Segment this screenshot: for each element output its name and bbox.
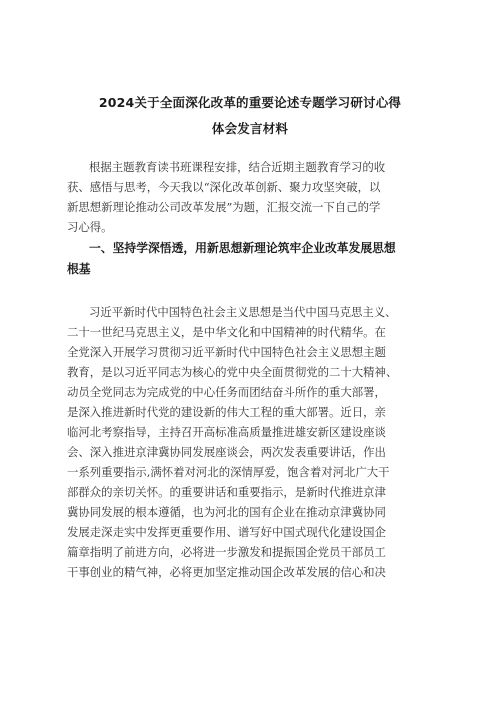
paragraph-line: 教育，是以习近平同志为核心的党中央全面贯彻党的二十大精神、 bbox=[67, 365, 398, 379]
paragraph-line: 干事创业的精气神，必将更加坚定推动国企改革发展的信心和决 bbox=[67, 565, 386, 579]
paragraph-line: 根据主题教育读书班课程安排，结合近期主题教育学习的收 bbox=[89, 160, 386, 174]
paragraph-line: 临河北考察指导，主持召开高标准高质量推进雄安新区建设座谈 bbox=[67, 425, 386, 439]
paragraph-line: 习心得。 bbox=[67, 220, 113, 234]
paragraph-line: 会、深入推进京津冀协同发展座谈会，两次发表重要讲话，作出 bbox=[67, 445, 386, 459]
document-title-line-1: 2024关于全面深化改革的重要论述专题学习研讨心得 bbox=[98, 95, 402, 110]
document-title-line-2: 体会发言材料 bbox=[211, 121, 289, 136]
heading-line: 根基 bbox=[67, 262, 91, 276]
section-heading-1 bbox=[67, 238, 447, 280]
paragraph-line: 冀协同发展的根本遵循，也为河北的国有企业在推动京津冀协同 bbox=[67, 505, 386, 519]
paragraph-line: 新思想新理论推动公司改革发展”为题，汇报交流一下自己的学 bbox=[67, 200, 381, 214]
paragraph-line: 是深入推进新时代党的建设新的伟大工程的重大部署。近日，亲 bbox=[67, 405, 386, 419]
section-1-paragraph bbox=[67, 302, 437, 582]
paragraph-line: 发展走深走实中发挥更重要作用、谱写好中国式现代化建设国企 bbox=[67, 525, 386, 539]
heading-line: 一、坚持学深悟透，用新思想新理论筑牢企业改革发展思想 bbox=[89, 241, 396, 255]
paragraph-line: 部群众的亲切关怀。的重要讲话和重要指示，是新时代推进京津 bbox=[67, 485, 386, 499]
paragraph-line: 二十一世纪马克思主义，是中华文化和中国精神的时代精华。在 bbox=[67, 325, 386, 339]
paragraph-line: 全党深入开展学习贯彻习近平新时代中国特色社会主义思想主题 bbox=[67, 345, 386, 359]
paragraph-line: 获、感悟与思考，今天我以“深化改革创新、聚力攻坚突破，以 bbox=[67, 180, 381, 194]
paragraph-line: 篇章指明了前进方向，必将进一步激发和提振国企党员干部员工 bbox=[67, 545, 386, 559]
paragraph-line: 一系列重要指示,满怀着对河北的深情厚爱，饱含着对河北广大干 bbox=[67, 465, 390, 479]
paragraph-line: 习近平新时代中国特色社会主义思想是当代中国马克思主义、 bbox=[89, 305, 397, 319]
paragraph-line: 动员全党同志为完成党的中心任务而团结奋斗所作的重大部署， bbox=[67, 385, 386, 399]
intro-paragraph bbox=[67, 157, 437, 237]
